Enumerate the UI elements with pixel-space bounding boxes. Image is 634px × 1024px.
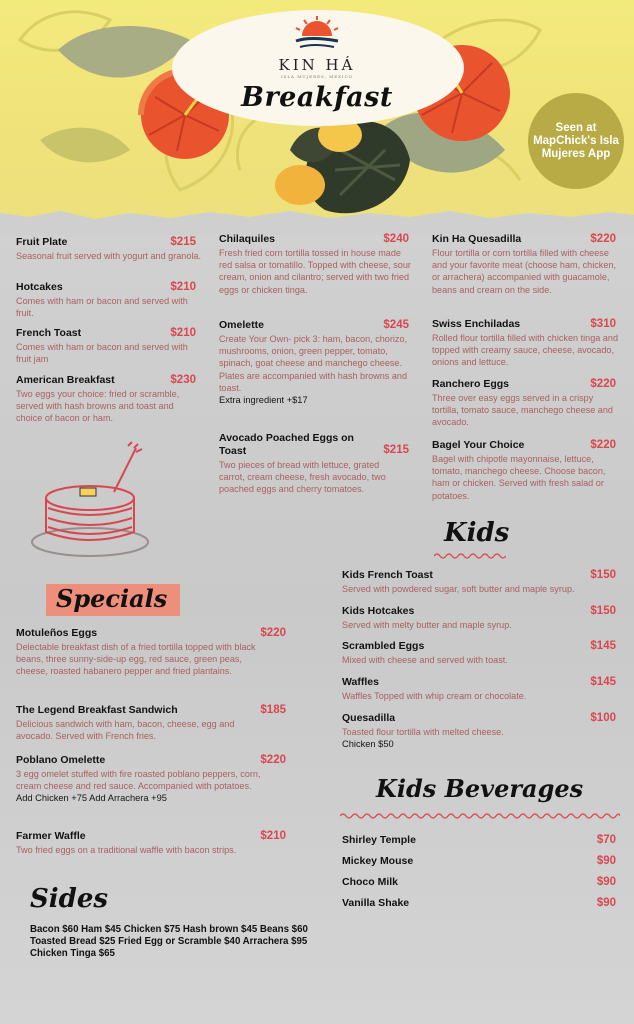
item-price: $185 [260,704,286,716]
menu-item-chilaquiles [219,233,411,296]
menu-item-hotcakes [16,281,202,319]
menu-item-omelette [219,319,411,406]
item-description: Mixed with cheese and served with toast. [342,655,508,665]
kids-heading: Kids [444,518,510,548]
item-name: Shirley Temple [342,834,416,846]
menu-item-avocado-poached-eggs [219,432,411,496]
item-name: Chilaquiles [219,233,276,245]
torn-paper-edge [0,205,634,235]
item-price: $90 [596,876,616,888]
special-item-legend-sandwich [16,704,288,742]
item-description: Two eggs your choice: fried or scramble, served with hash browns and toast and choice of bacon or ham. [16,389,180,424]
item-price: $150 [590,605,616,617]
item-description: Seasonal fruit served with yogurt and granola. [16,251,202,261]
kids-beverages-heading: Kids Beverages [376,774,584,803]
item-name: Hotcakes [16,281,63,293]
brand-name: KIN HÁ [278,56,356,74]
item-description: Two pieces of bread with lettuce, grated carrot, cream cheese, fresh avocado, two poached eggs and cherry tomatoes. [219,460,386,495]
item-name: Bagel Your Choice [432,439,525,451]
item-price: $90 [596,897,616,909]
item-description: Delectable breakfast dish of a fried tortilla topped with black beans, three sunny-side-up egg, red sauce, green peas, cheese, roasted habanero pepper and fried plantains. [16,642,256,677]
item-price: $145 [590,640,616,652]
item-price: $150 [590,569,616,581]
item-name: Farmer Waffle [16,830,86,842]
item-price: $220 [590,233,616,245]
item-extra: Chicken $50 [342,739,394,750]
item-description: Three over easy eggs served in a crispy tortilla, tomato sauce, manchego cheese and avocado. [432,393,613,428]
beverage-shirley-temple [342,834,618,848]
item-name: Poblano Omelette [16,754,106,766]
item-price: $310 [590,318,616,330]
item-name: Mickey Mouse [342,855,414,867]
beverage-mickey-mouse [342,855,618,869]
kids-item-scrambled-eggs [342,640,618,666]
item-description: Comes with ham or bacon and served with fruit jam [16,342,188,365]
item-description: Delicious sandwich with ham, bacon, cheese, egg and avocado. Served with French fries. [16,719,235,742]
menu-item-american-breakfast [16,374,202,425]
item-description: Served with powdered sugar, soft butter and maple syrup. [342,584,575,594]
item-price: $215 [383,444,409,456]
specials-heading: Specials [56,584,168,613]
menu-item-bagel-your-choice [432,439,618,502]
kids-item-french-toast [342,569,618,595]
item-description: Rolled flour tortilla filled with chicken tinga and topped with creamy sauce, cheese, avocado, onions and lettuce. [432,333,619,368]
page-title: Breakfast [241,82,393,113]
kids-item-hotcakes [342,605,618,631]
item-name: Swiss Enchiladas [432,318,521,330]
wavy-divider [434,552,506,560]
item-name: Kids Hotcakes [342,605,415,617]
brand-tagline: ISLA MUJERES, MEXICO [281,74,353,79]
menu-item-french-toast [16,327,202,365]
badge-text: Seen at MapChick's Isla Mujeres App [533,121,619,160]
item-name: Motuleños Eggs [16,627,98,639]
item-price: $70 [596,834,616,846]
item-name: Omelette [219,319,264,331]
item-name: Ranchero Eggs [432,378,510,390]
item-name: Choco Milk [342,876,399,888]
item-name: Kids French Toast [342,569,433,581]
item-description: Flour tortilla or corn tortilla filled with cheese and your favorite meat (choose ham, chicken, or arrachera) accompanied with guacamole, beans and cream on the side. [432,248,616,295]
sun-logo-icon [290,14,344,54]
menu-item-ranchero-eggs [432,378,618,429]
mapchick-badge [528,93,624,189]
item-price: $220 [590,378,616,390]
item-name: Vanilla Shake [342,897,410,909]
item-name: Quesadilla [342,712,396,724]
item-price: $240 [383,233,409,245]
item-price: $220 [260,627,286,639]
item-price: $215 [170,236,196,248]
item-description: Bagel with chipotle mayonnaise, lettuce, tomato, manchego cheese. Choose bacon, ham or chicken. Served with fresh salad or potatoes. [432,454,606,501]
item-name: The Legend Breakfast Sandwich [16,704,178,716]
item-extra: Add Chicken +75 Add Arrachera +95 [16,793,167,804]
item-price: $210 [170,327,196,339]
item-name: Kin Ha Quesadilla [432,233,522,245]
menu-item-kin-ha-quesadilla [432,233,618,296]
item-description: Served with melty butter and maple syrup. [342,620,512,630]
wavy-divider [340,812,620,820]
menu-item-fruit-plate [16,236,202,262]
special-item-poblano-omelette [16,754,288,804]
item-price: $220 [260,754,286,766]
beverage-choco-milk [342,876,618,890]
item-price: $210 [170,281,196,293]
sides-list: Bacon $60 Ham $45 Chicken $75 Hash brown $45 Beans $60 Toasted Bread $25 Fried Egg or Scramble $40 Arrachera $95 Chicken Tinga $65 [30,924,308,959]
beverage-vanilla-shake [342,897,618,911]
kids-item-waffles [342,676,618,702]
item-description: Two fried eggs on a traditional waffle with bacon strips. [16,845,237,855]
item-description: Waffles Topped with whip cream or chocolate. [342,691,527,701]
item-price: $100 [590,712,616,724]
item-description: Fresh fried corn tortilla tossed in house made red salsa or tomatillo. Topped with cheese, sour cream, onion and cilantro; served with two fried eggs or chicken tinga. [219,248,411,295]
item-description: Comes with ham or bacon and served with fruit. [16,296,188,319]
item-price: $220 [590,439,616,451]
item-price: $245 [383,319,409,331]
item-extra: Extra ingredient +$17 [219,395,308,406]
menu-header [0,0,634,228]
item-name: French Toast [16,327,82,339]
menu-item-swiss-enchiladas [432,318,618,369]
special-item-motulenos-eggs [16,627,288,678]
sides-heading: Sides [30,884,109,914]
kids-item-quesadilla [342,712,618,750]
item-name: Scrambled Eggs [342,640,425,652]
pancake-stack-icon [28,440,178,560]
item-name: Avocado Poached Eggs on Toast [219,432,354,457]
item-price: $145 [590,676,616,688]
special-item-farmer-waffle [16,830,288,856]
item-description: 3 egg omelet stuffed with fire roasted poblano peppers, corn, cream cheese and red sauce. Accompanied with potatoes. [16,769,261,792]
item-name: Fruit Plate [16,236,68,248]
item-price: $230 [170,374,196,386]
item-name: American Breakfast [16,374,115,386]
item-price: $210 [260,830,286,842]
item-description: Toasted flour tortilla with melted cheese. [342,727,504,737]
item-description: Create Your Own- pick 3: ham, bacon, chorizo, mushrooms, onion, green pepper, tomato, spinach, goat cheese and manchego cheese. Plates are accompanied with hash browns and toast. [219,334,408,393]
item-name: Waffles [342,676,379,688]
item-price: $90 [596,855,616,867]
